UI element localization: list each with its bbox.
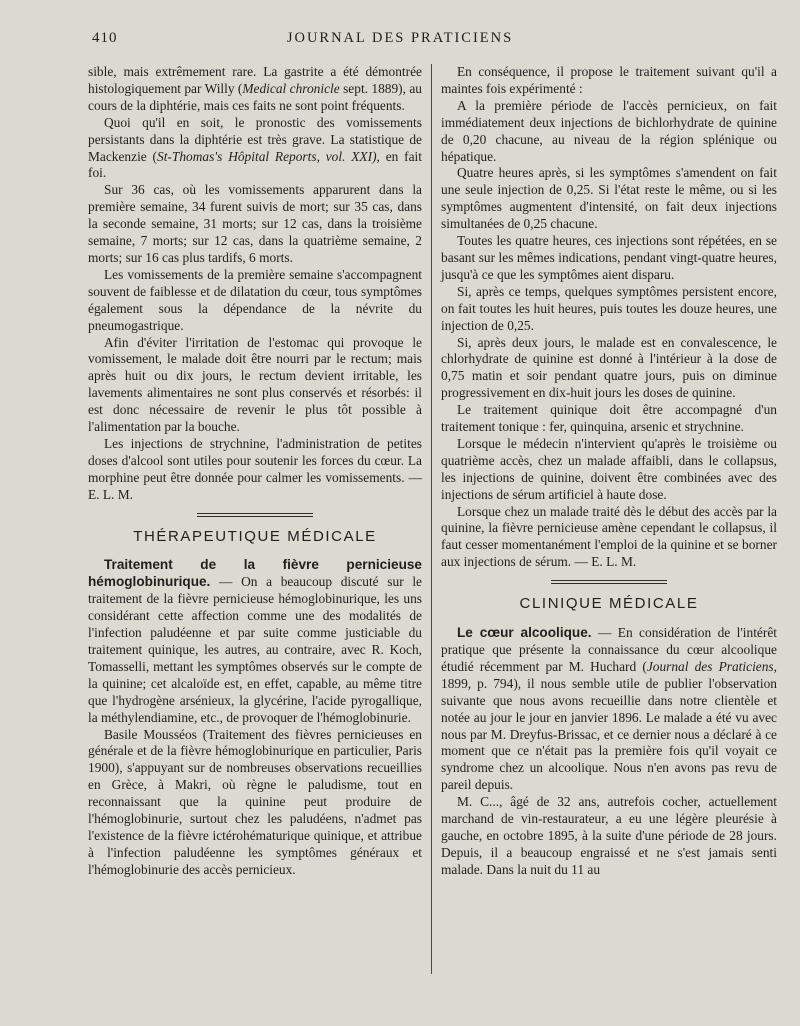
left-column xyxy=(88,64,422,879)
right-column xyxy=(441,64,777,879)
paragraph xyxy=(88,335,422,436)
paragraph-text: Les injections de strychnine, l'administration de petites doses d'alcool sont utiles pour soutenir les forces du cœur. La morphine peut être donnée pour calmer les vomissements. — E. L. M. xyxy=(88,435,422,502)
paragraph-text: Quoi qu'il en soit, le pronostic des vomissements persistants dans la diphtérie est très grave. La statistique de Mackenzie ( xyxy=(88,114,422,164)
italic-text: Journal des Praticiens xyxy=(646,658,774,674)
section-separator xyxy=(197,513,313,517)
paragraph-text: Afin d'éviter l'irritation de l'estomac qui provoque le vomissement, le malade doit être nourri par le rectum; mais après huit ou dix jours, le rectum devient irritable, les lavements alimentaires ne sont plus conservés et résorbés: il est donc nécessaire de revenir le plus tôt possible à l'alimentation par la bouche. xyxy=(88,334,422,435)
paragraph-text: A la première période de l'accès pernicieux, on fait immédiatement deux injections de bichlorhydrate de quinine de 0,20 chacune, au niveau de la région splénique ou hépatique. xyxy=(441,97,777,164)
paragraph-text: , 1899, p. 794), il nous semble utile de publier l'observation suivante que nous avons recueillie dans notre clientèle et notée au jour le jour en janvier 1896. Le malade a été vu avec nous par M. Dreyfus-Brissac, et ce dernier nous a déclaré à ce moment que ce n'était pas la première fois qu'il voyait ce syndrome chez un alcoolique. Nous n'en avons pas revu de pareil depuis. xyxy=(441,658,777,793)
italic-text: Medical chronicle xyxy=(242,80,340,96)
paragraph xyxy=(441,165,777,233)
paragraph-text: — On a beaucoup discuté sur le traitement de la fièvre pernicieuse hémoglobinurique, les uns considérant cette affection comme une des modalités de l'infection paludéenne et par suite comme justiciable du traitement quinique, les autres, au contraire, avec R. Koch, Tomasselli, mettant les symptômes observés sur le compte de la quinine; cet alcaloïde est, en effet, capable, au même titre que l'hydrogène arsénieux, la glycérine, l'acide pyrogallique, la méthylendiamine, etc., de provoquer de l'hémoglobinurie. xyxy=(88,574,422,725)
italic-text: St-Thomas's Hôpital Reports, vol. XXI) xyxy=(157,148,377,164)
paragraph xyxy=(88,436,422,504)
paragraph-text: Les vomissements de la première semaine s'accompagnent souvent de faiblesse et de dilatation du cœur, tous symptômes également sous la dépendance de la névrite du pneumogastrique. xyxy=(88,266,422,333)
running-header xyxy=(0,30,800,54)
journal-title: JOURNAL DES PRATICIENS xyxy=(286,30,514,46)
paragraph xyxy=(441,284,777,335)
paragraph-text: Sur 36 cas, où les vomissements apparurent dans la première semaine, 34 furent suivis de mort; sur 35 cas, dans la seconde semaine, 31 morts; sur 12 cas, dans la troisième semaine, 7 morts; sur 12 cas, dans la quatrième semaine, 2 morts; sur 16 cas plus tardifs, 6 morts. xyxy=(88,182,422,265)
paragraph xyxy=(88,64,422,115)
paragraph xyxy=(441,504,777,572)
run-in-title: Le cœur alcoolique. xyxy=(457,625,592,641)
paragraph-text: Toutes les quatre heures, ces injections sont répétées, en se basant sur les mêmes indications, pendant vingt-quatre heures, jusqu'à ce que les symptômes aient disparu. xyxy=(441,233,777,282)
paragraph-text: M. C..., âgé de 32 ans, autrefois cocher, actuellement marchand de vin-restaurateur, a eu une légère pleurésie à gauche, en octobre 1895, à la suite d'une période de 28 jours. Depuis, il a beaucoup engraissé et ne s'est jamais senti malade. Dans la nuit du 11 au xyxy=(441,794,777,877)
paragraph xyxy=(441,402,777,436)
paragraph xyxy=(88,557,422,726)
paragraph-text: sept. 1889), au cours de la diphtérie, mais ces faits ne sont point fréquents. xyxy=(88,80,422,113)
page-number: 410 xyxy=(92,30,118,46)
section-separator xyxy=(551,580,667,584)
paragraph xyxy=(441,436,777,504)
paragraph-text: Si, après deux jours, le malade est en convalescence, le chlorhydrate de quinine est donné à l'intérieur à la dose de 0,75 matin et soir pendant quatre jours, puis on diminue progressivement en dix-huit jours les doses de quinine. xyxy=(441,334,777,401)
paragraph-text: sible, mais extrêmement rare. La gastrite a été démontrée histologiquement par Willy ( xyxy=(88,64,422,96)
paragraph-text: Lorsque le médecin n'intervient qu'après le troisième ou quatrième accès, chez un malade affaibli, dans le collapsus, les injections de quinine, doivent être combinées avec des injections de sérum artificiel à haute dose. xyxy=(441,435,777,502)
paragraph-text: Basile Mousséos (Traitement des fièvres pernicieuses en générale et de la fièvre hémoglobinurique en particulier, Paris 1900), s'appuyant sur de nombreuses observations recueillies en Grèce, à Makri, où règne le paludisme, tout en reconnaissant que la quinine peut produire de l'hémoglobinurie, surtout chez les paludéens, n'admet pas l'existence de la fièvre ictérohématurique quinique, et attribue à l'infection paludéenne les symptômes généraux et l'hémoglobinurie des accès pernicieux. xyxy=(88,726,422,877)
right-column-text-after xyxy=(441,625,777,879)
paragraph xyxy=(441,794,777,879)
left-column-text-before xyxy=(88,64,422,504)
column-rule xyxy=(431,64,432,974)
paragraph-text: Si, après ce temps, quelques symptômes persistent encore, on fait toutes les huit heures, puis toutes les douze heures, une injection de 0,25. xyxy=(441,283,777,333)
section-title-therapeutique: THÉRAPEUTIQUE MÉDICALE xyxy=(133,527,377,545)
left-column-text-after xyxy=(88,557,422,878)
section-title-clinique: CLINIQUE MÉDICALE xyxy=(519,595,699,613)
paragraph-text: Le traitement quinique doit être accompagné d'un traitement tonique : fer, quinquina, arsenic et strychnine. xyxy=(441,402,777,435)
paragraph-text: Quatre heures après, si les symptômes s'amendent on fait une seule injection de 0,25. Si l'état reste le même, ou si les symptômes augmentent d'intensité, on fait deux injections simultanées de 0,25 chacune. xyxy=(441,165,777,232)
paragraph-text: Lorsque chez un malade traité dès le début des accès par la quinine, la fièvre pernicieuse amène cependant le collapsus, il faut cesser momentanément l'emploi de la quinine et se borner aux injections de sérum. — E. L. M. xyxy=(441,503,777,570)
paragraph xyxy=(441,98,777,166)
paragraph xyxy=(88,182,422,267)
paragraph-text: — En considération de l'intérêt pratique que présente la connaissance du cœur alcoolique étudié récemment par M. Huchard ( xyxy=(441,625,777,674)
paragraph xyxy=(88,727,422,879)
right-column-text-before xyxy=(441,64,777,571)
paragraph xyxy=(441,64,777,98)
paragraph xyxy=(441,625,777,794)
paragraph xyxy=(88,267,422,335)
paragraph xyxy=(441,335,777,403)
paragraph xyxy=(88,115,422,183)
paragraph xyxy=(441,233,777,284)
paragraph-text: , en fait foi. xyxy=(88,148,423,181)
paragraph-text: En conséquence, il propose le traitement suivant qu'il a maintes fois expérimenté : xyxy=(441,64,777,96)
run-in-title: Traitement de la fièvre pernicieuse hémoglobinurique. xyxy=(88,557,422,590)
